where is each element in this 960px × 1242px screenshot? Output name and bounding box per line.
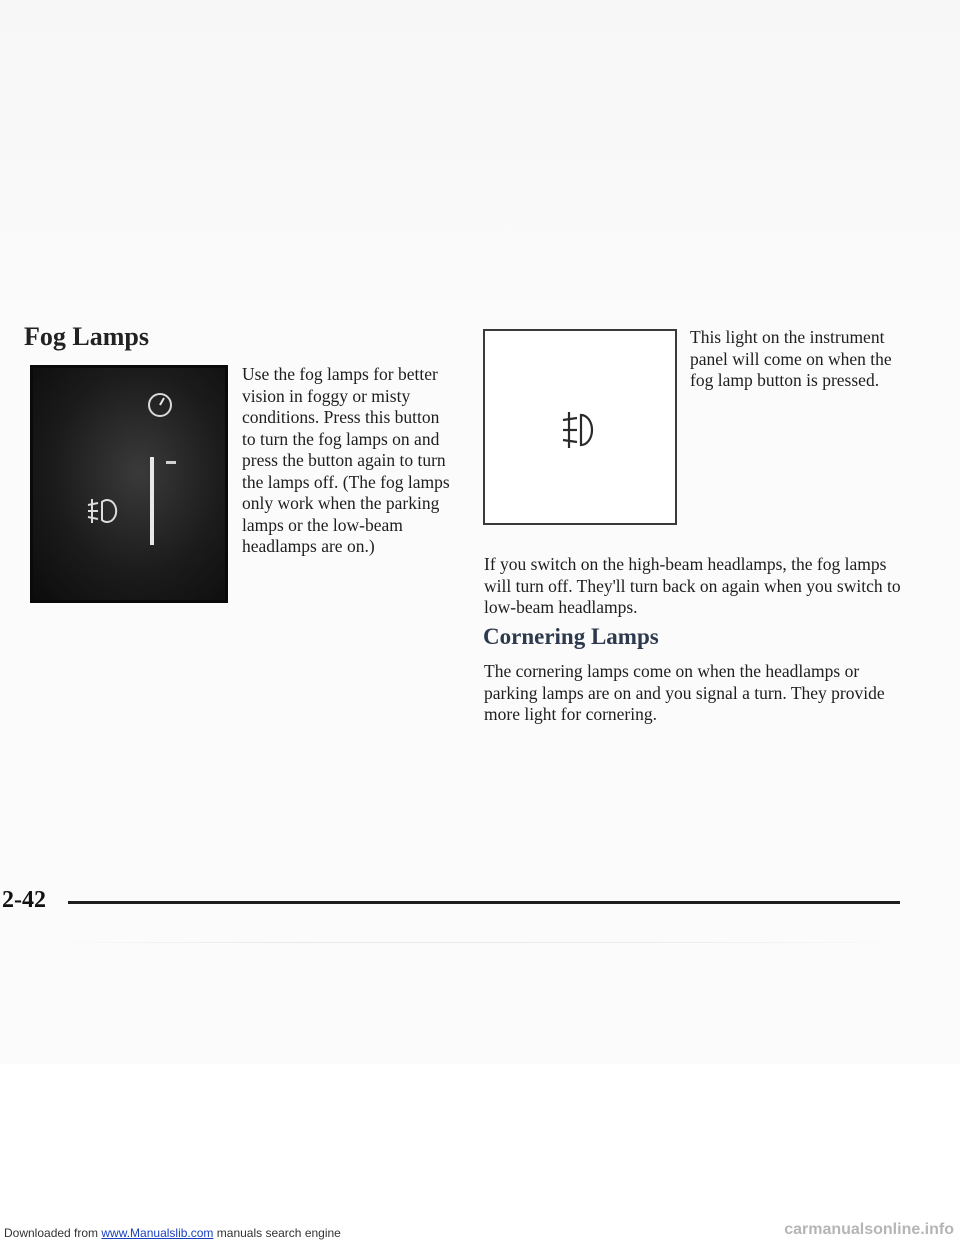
page-number: 2-42: [2, 887, 46, 913]
indicator-paragraph: This light on the instrument panel will come on when the fog lamp button is pressed.: [690, 327, 892, 390]
footer-suffix: manuals search engine: [213, 1226, 341, 1240]
high-beam-paragraph: If you switch on the high-beam headlamps, the fog lamps will turn off. They'll turn back on again when you switch to low-beam headlamps.: [484, 554, 901, 617]
scan-artifact-line: [40, 942, 920, 943]
manualslib-link[interactable]: www.Manualslib.com: [101, 1226, 214, 1240]
fog-lamps-heading: Fog Lamps: [24, 322, 149, 351]
download-footer: [4, 1226, 341, 1240]
fog-lamp-symbol-icon: [88, 499, 116, 523]
top-margin: [0, 0, 960, 300]
cornering-lamps-heading: Cornering Lamps: [483, 624, 659, 649]
site-watermark: carmanualsonline.info: [784, 1221, 954, 1238]
fog-lamp-indicator-icon: [555, 403, 609, 457]
fog-lamp-indicator-box: [483, 329, 677, 525]
headlamp-switch-lever-icon: [150, 457, 154, 545]
footer-rule: [68, 901, 900, 904]
fog-lamps-paragraph: Use the fog lamps for better vision in foggy or misty conditions. Press this button to turn the fog lamps on and press the button again to turn the lamps off. (The fog lamps only work when the parking lamps or the low-beam headlamps are on.): [242, 364, 450, 556]
cornering-lamps-paragraph: The cornering lamps come on when the headlamps or parking lamps are on and you signal a turn. They provide more light for cornering.: [484, 661, 885, 724]
fog-lamp-switch-illustration: [30, 365, 228, 603]
bottom-margin: [0, 1064, 960, 1242]
gauge-needle-icon: [160, 398, 164, 405]
fog-lamp-switch-photo: [30, 365, 228, 603]
footer-prefix: Downloaded from: [4, 1226, 102, 1240]
switch-marker-icon: [166, 461, 176, 464]
